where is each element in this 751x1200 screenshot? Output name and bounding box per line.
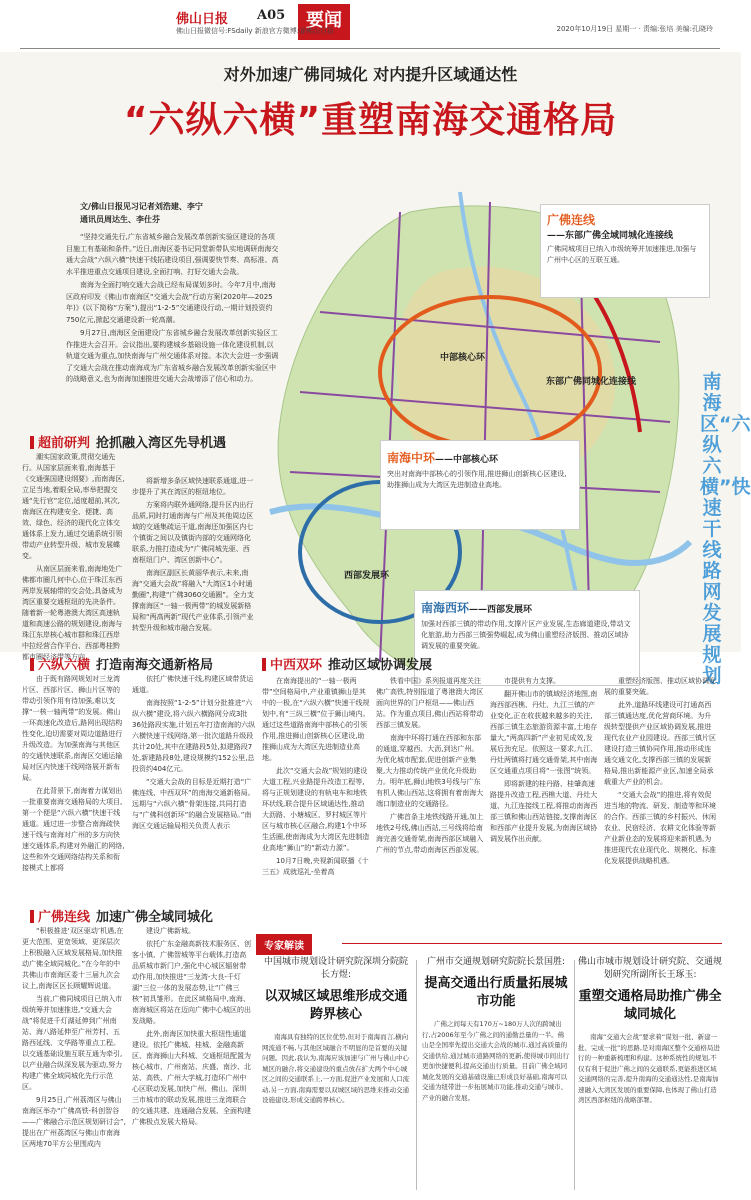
vertical-map-title: 南海区“六纵六横”快速干线路网发展规划 <box>700 371 751 687</box>
paragraph: 当前,广佛同城项目已纳入市级统筹并加速推进,“交通大会战”将促进千灯湖延伸到广州南站、海八路延伸至广州芳村、五路西延线、文华路等重点工程。以交通基础设施互联互通为牵引,以产业融合纵深发展为驱动,努力构建广佛全域同城化先行示范区。 <box>22 995 123 1091</box>
section-4-column-d <box>604 676 716 869</box>
paragraph: 此次“交通大会战”规划的建设大道工程,兴业路提升改造工程等,将与正规划建设的有轨电车和地铁环状线,联合提升区域通达性,推动大沥路、小塘城区、罗村城区等片区与城市核心区融合,构建1个中环生活圈,使南海成为大湾区先进制造业高地“狮山”的“新动力源”。 <box>262 767 370 852</box>
section-2-column-b <box>132 674 256 834</box>
section-4-column-a <box>262 676 370 880</box>
paragraph: 方案将内联外通网络,提升区内出行品质,同时打通南海与广州及其他周边区域的交通集疏运干道,南海还加强区内七个镇街之间以及镇街内部的交通网络化联系,力推打造成为“广佛同城先驱、西南枢纽门户、湾区创新中心”。 <box>132 501 254 564</box>
intro-text <box>66 232 280 388</box>
paragraph: 依托广东金融高新技术服务区、创客小镇、广佛智城等平台载体,打造高品质城市新门户,强化中心城区辐射带动作用,加快推进“三龙湾-大良-千灯湖”三位一体的发展态势,让“广佛三核”初具雏形。在此区域格局中,南海、南海城区将站在迈向广佛中心城区的出发战略。 <box>132 940 251 1025</box>
issue-date: 2020年10月19日 星期一 · 责编:张培 美编:孔晓玲 <box>556 25 713 33</box>
paragraph: 南海按照“1-2-5”计划分批推进“六纵六横”建设,将六纵六横路网分成3批36处路段实施,计划五年打造南海的六纵六横快速干线网络,第一批次道路升级段共计20处,其中在建路段5处,拟建路段7处,新建路段8处,建设规模约152公里,总投资约404亿元。 <box>132 699 256 773</box>
expert-divider <box>574 960 575 1190</box>
callout-text: 突出对南海中部核心的引领作用,推进狮山创新核心区建设,助推狮山成为大湾区先进制造业高地。 <box>387 470 567 489</box>
newspaper-logo: 佛山日报 <box>176 12 229 27</box>
section-1-column-b <box>132 476 256 636</box>
callout-subtitle: ——西部发展环 <box>469 605 533 615</box>
callout-subtitle: ——东部广佛全域同城化连接线 <box>547 231 674 241</box>
paragraph: 南海中环将打通在西部和东部的通道,穿越西、大沥,到达广州。为优化城市配套,促进创新产业集聚,大力推动传统产业优化升级助力。明年底,狮山地铁3号线与广东有机人佛山西站,这将拥有着南海大端口制造业的交通路径。 <box>376 734 484 808</box>
expert-text: 南海具有独特的区位优势,但对于南海而言,横向网流通不畅,与其他区域融合不明显的是首要的关键问题。因此,我认为,南海应该加速与广州与佛山中心城区的融合,将交通建设的重点放在扩大两个中心城区之间的交通联系上,一方面,促进产业发展和人口流动,另一方面,南海需要以双城区域的思维来推动交通设施建设,形成交通跨界核心。 <box>262 1033 410 1104</box>
expert-title: 重塑交通格局助推广佛全域同城化 <box>578 989 722 1022</box>
section-heading-em: 六纵六横 <box>38 658 91 673</box>
paragraph: 建设广佛新城。 <box>146 927 195 935</box>
intro-paragraph: 南海为全面打响交通大会战已经布局谋划多时。今年7月中,南海区政府印发《佛山市南海区“交通大会战”行动方案(2020年—2025年)》(以下简称“方案”),提出“1-2-5”交通建设行动,一期计划投资约750亿元,掀起交通建设新一轮高潮。 <box>66 281 276 324</box>
section-heading-2 <box>30 654 213 673</box>
callout-title: 南海西环 <box>421 601 470 615</box>
callout-subtitle: ——中部核心环 <box>435 455 499 465</box>
expert-text: 南海“交通大会战”要求着“谋划一批、新建一批、完成一批”的思路,是对南海区整个交通格局进行的一种重新梳理和构建。这种系统性的规划,不仅有利于促进广佛之间的交通联系,更能推进区域交通网络的完善,提升南海的交通通达性,是南海加速融入大湾区发展的重要保障,也体现了佛山打造湾区西部枢纽的战略部署。 <box>578 1033 720 1104</box>
paragraph: 此外,道路环线建设可打通高西部三镇通达度,优化营商环境。为升级转型提供产业区域协调发展,推进现代农业产业园建设。西部三镇片区建设打造三镇协同作用,推动形成连通交通文化,支撑西部三镇的发展新格局,推出新能源产业区,加速全局承载重大产业的机会。 <box>604 701 716 786</box>
paragraph: 在此背景下,南海着力谋划出一批重要南海交通格局的大项目,第一个便是“六纵六横”快速干线通道。通过进一步整合南海疏快速干线与南海对广州的多方向快速交通体系,构建对外融汇的网络,这些和外交通网络结构关系和衔接模式上都将 <box>22 787 125 872</box>
callout-text: 广佛同城项目已纳入市级统筹并加速推进,加强与广州中心区的互联互通。 <box>547 245 697 264</box>
byline-correspondents: 通讯员周达生、李仕芬 <box>80 215 160 224</box>
page-number: A05 <box>257 8 286 23</box>
expert-rule <box>342 943 722 944</box>
section-heading-title: 抢抓融入湾区先导机遇 <box>96 436 227 451</box>
paragraph: “积极推进‘双区驱动’机遇,在更大范围、更宽领域、更深层次上积极融入区域发展格局,加快推动广佛全域同城化。”在今年的中共佛山市南海区委十三届九次会议上,南海区区长顾耀辉说道。 <box>22 927 124 990</box>
section-4-column-c <box>490 676 598 847</box>
expert-title: 提高交通出行质量拓展城市功能 <box>424 976 568 1009</box>
paragraph: 此外,南海区加快重大枢纽性通道建设。依托广佛城、桂城、金融高新区、南海狮山大科城、交通枢纽配置为核心城市、广州南站、庆盛、南沙、北站、高铁、广州大学城,打造环广州中心区联动发展,加快广州、佛山、深圳三市城市的联动发展,推进三龙湾联合的交通共建、连通融合发展、全面构建广佛极点发展大格局。 <box>132 1030 251 1126</box>
expert-divider <box>416 960 417 1190</box>
expert-org: 中国城市规划设计研究院深圳分院院长方煜: <box>263 957 408 980</box>
callout-text: 加强对西部三镇的带动作用,支撑片区产业发展,生态廊道建设,带动文化旅游,助力西部三镇强势崛起,成为佛山重塑经济版图、推动区域协调发展的重要突破。 <box>421 620 631 650</box>
paragraph: 翻开佛山市的镇域经济地图,南海西部西樵、丹灶、九江三镇的产业变化,正在收获越来越多的关注,西部三镇生态旅游资源丰富,土地存量大,“两高四新”产业初见成效,发展后劲充足。依照这一要求,九江、丹灶两镇将打通交通骨架,其中南海区交通重点项目将“一张图”统领。 <box>490 690 598 775</box>
masthead-rule <box>20 48 720 49</box>
expert-item <box>262 956 410 1106</box>
map-label-hub: 中部核心环 <box>440 353 486 363</box>
expert-title: 以双城区域思维形成交通跨界核心 <box>264 989 408 1022</box>
paragraph: “交通大会战的目标是近期打造“广佛连线、中西双环”的南海交通新格局。远期与“六纵六横”骨架连接,共同打造与“广佛科创新环”的融合发展格局。”南海区交通运输局相关负责人表示 <box>132 778 255 830</box>
paragraph: 9月25日,广州荔湾区与佛山南海区举办“广佛高铁-科创智谷——广佛融合示范区规划研讨会”,提出在广州荔湾区与佛山市南海区两地70平方公里围成内 <box>22 1096 126 1148</box>
callout-central-ring <box>380 440 580 530</box>
paragraph: 在南海提出的“一轴一极两带”空间格局中,产业重镇狮山是其中的一极,在“六纵六横”快速干线规划中,有“三纵三横”位于狮山境内。通过这些道路南海中部核心的引领作用,推进狮山创新核心区建设,助推狮山成为大湾区先进制造业高地。 <box>262 677 370 762</box>
section-2-column-a <box>22 674 126 876</box>
masthead-social: 佛山日报微信号:FSdaily 新浪官方微博:@佛山日报 <box>176 27 335 35</box>
intro-paragraph: “坚持交通先行,广东省城乡融合发展改革创新实验区建设的各项目施工有基础和条件。”近日,南海区委书记同堂新带队实地调研南海交通大会战“六纵六横”快速干线拓建设项目,强调要快节奏、高标准、高水平推进重点交通项目建设,全面打响、打好交通大会战。 <box>66 233 279 276</box>
paragraph: 即将新建的桂丹路、桂肇高速路提升改造工程,西樵大道、丹灶大道、九江连接线工程,将推动南海西部三镇和佛山西站链接,支撑南海区和西部产业提升发展,为南海区域协调发展作出贡献。 <box>490 780 598 843</box>
paragraph: 将新增多条区域快速联系通道,进一步提升了其在湾区的枢纽地位。 <box>132 477 254 496</box>
section-3-column-b <box>132 926 252 1130</box>
section-heading-em: 中西双环 <box>270 658 323 673</box>
section-tag: 要闻 <box>298 4 350 40</box>
expert-bar <box>256 934 722 952</box>
byline-authors: 文/佛山日报见习记者刘浩建、李宁 <box>80 202 203 211</box>
section-heading-4 <box>262 654 432 673</box>
callout-title: 广佛连线 <box>547 213 596 227</box>
section-heading-1 <box>30 432 226 451</box>
headline: “六纵六横”重塑南海交通格局 <box>123 100 618 141</box>
section-heading-3 <box>30 906 213 925</box>
paragraph: 10月7日晚,央视新闻联播《十三五》成就巡礼-坐着高 <box>262 857 369 876</box>
paragraph: 南海区副区长黄丽华表示,未来,南海“交通大会战”将融入“大湾区1小时通勤圈”,构建“广佛3060交通圈”。全力支撑南海区“一轴一极两带”的城发展新格局和“两高两新”现代产业体系,引领产业转型升级和城市融合发展。 <box>132 569 254 632</box>
paragraph: 市提供有力支撑。 <box>504 677 560 685</box>
callout-guangfo <box>540 204 710 298</box>
paragraph: 铁看中国》系列报道再度关注佛广高铁,特别报道了粤港澳大湾区面向世界的门户枢纽——佛山西站。作为重点项目,佛山西站将带动西部三镇发展。 <box>376 677 484 729</box>
section-heading-em: 超前研判 <box>38 436 91 451</box>
map-label-link: 东部广佛同城化连接线 <box>546 377 637 387</box>
section-heading-em: 广佛连线 <box>38 910 91 925</box>
expert-text: 广佛之间每天有170万~180万人次的跨城出行,占2006年至今广佛之间的通勤总量的一半。佛山是全国率先提出交通大会战的城市,通过高质量的交通供给,通过城市道路网络的更新,使得城市间出行更加快捷便利,提高交通出行质量。目前广佛全域同城化发展的交通基础设施已形成良好基础,南海可以交通为纽带进一步拓展城市功能,推动交通与城市、产业的融合发展。 <box>422 1020 570 1102</box>
section-1-column-a <box>22 452 126 665</box>
section-heading-title: 推动区域协调发展 <box>328 658 433 673</box>
expert-tag: 专家解读 <box>256 934 312 955</box>
map-label-west: 西部发展环 <box>344 571 390 581</box>
section-4-column-b <box>376 676 484 858</box>
callout-title: 南海中环 <box>387 451 436 465</box>
masthead <box>0 0 741 52</box>
section-3-column-a <box>22 926 126 1152</box>
paragraph: 依托广佛快速干线,构建区域带货运通道。 <box>132 675 254 694</box>
expert-item <box>578 956 722 1106</box>
paragraph: 重塑经济版图、推动区域协调发展的重要突破。 <box>604 677 716 696</box>
paragraph: 从南区层面来看,南海地处广佛都市圈几何中心,位于珠江东西两岸发展轴带的交会处,具备成为湾区重要交通枢纽的先决条件。随着新一轮粤港澳大湾区高速轨道和高速公路的规划建设,南海与珠江东岸核心城市群和珠江西岸中拉经营合作平台、西部粤桂黔都市圈经济带等方向 <box>22 565 123 661</box>
byline <box>80 200 203 226</box>
paragraph: 由于既有路网规划对三龙湾片区、西部片区、狮山片区等的带动引领作用有待加强,难以支撑“一核一轴两带”的发展。佛山一环高速化改造后,路网出现结构性变化,迫切需要对周边道路进行升级改造。为加强南海与其他区的交通快速联系,南海区交通运输局对区内快速干线网络展开新布局。 <box>22 675 123 782</box>
section-heading-title: 加速广佛全域同城化 <box>96 910 214 925</box>
headline-kicker: 对外加速广佛同城化 对内提升区域通达性 <box>223 65 518 84</box>
intro-paragraph: 9月27日,南海区全面建设广东省城乡融合发展改革创新实验区工作推进大会召开。会议指出,要构建城乡基础设施一体化建设机制,以轨道交通为重点,加快南海与广州交通体系对接。本次大会进一步强调了交通大会战在推动南海成为广东省城乡融合发展改革创新实验区中的战略意义,也为南海加速推进交通大会战增添了信心和动力。 <box>66 329 279 383</box>
section-heading-title: 打造南海交通新格局 <box>96 658 214 673</box>
paragraph: “交通大会战”的推进,将有效促进当地的物流、研发、制造等和环境的合作。西部三镇的乡村振兴、休闲农业、民宿经济、农耕文化体验等新产业新业态的发展将迎来新机遇,为推进现代农业现代化、规模化、标准化发展提供战略机遇。 <box>604 791 716 865</box>
paragraph: 潮实国家政策,贯彻交通先行。从国家层面来看,南海基于《交通强国建设纲要》,而南海区,立足当地,着眼全局,率举把握交通“先行官”定位,适度超前,其次,南海区在构建安全、便捷、高效、绿色、经济的现代化立体交通体系上发力,通过交通系统引领带动产业转型升级、城市发展蝶变。 <box>22 453 125 560</box>
callout-west-ring <box>414 590 640 686</box>
expert-org: 广州市交通规划研究院院长景国胜: <box>426 957 566 967</box>
paragraph: 广佛首条主地铁线路开通,加上地铁2号线,佛山西站,三号线将给南海完善交通骨架,南海西部区域融入广州的节点,带动南海区西部发展。 <box>376 813 484 854</box>
expert-item <box>422 956 570 1103</box>
expert-org: 佛山市城市规划设计研究院、交通规划研究所副所长王琢玉: <box>578 957 723 980</box>
